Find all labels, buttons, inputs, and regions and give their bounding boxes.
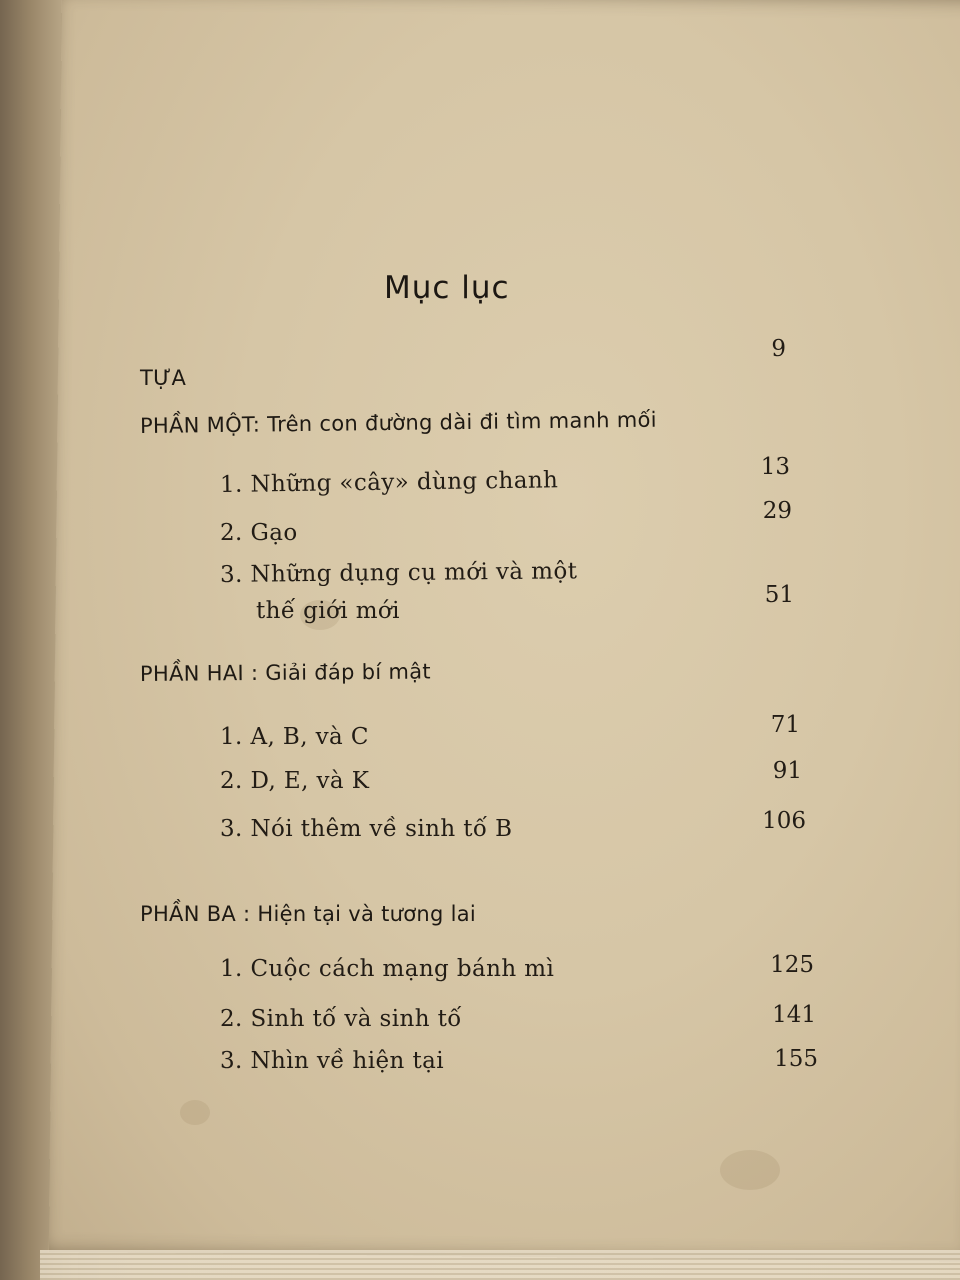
- chapter-page-number: 71: [770, 712, 800, 738]
- chapter-title: Những «cây» dùng chanh: [250, 467, 559, 498]
- chapter-number: 1.: [220, 956, 243, 982]
- chapter-page-number: 106: [762, 808, 806, 834]
- chapter-page-number: 13: [760, 454, 790, 480]
- chapter-entry: [220, 558, 578, 588]
- chapter-page-number: 29: [762, 498, 792, 524]
- chapter-page-number: 125: [770, 952, 814, 978]
- chapter-entry: [220, 520, 298, 546]
- chapter-title: Sinh tố và sinh tố: [250, 1006, 462, 1032]
- chapter-title: Những dụng cụ mới và một: [250, 558, 578, 588]
- chapter-number: 1.: [219, 471, 243, 498]
- part-three-heading: PHẦN BA : Hiện tại và tương lai: [140, 902, 477, 926]
- paper-stain: [720, 1150, 780, 1190]
- chapter-title: A, B, và C: [250, 724, 369, 750]
- chapter-title: D, E, và K: [250, 768, 370, 794]
- page-title: Mục lục: [384, 270, 510, 306]
- chapter-page-number: 141: [772, 1002, 816, 1028]
- chapter-title: Gạo: [250, 520, 298, 546]
- chapter-entry: [220, 1006, 462, 1032]
- book-page: [49, 0, 960, 1262]
- chapter-entry: [220, 724, 369, 750]
- preface-heading: TỰA: [140, 366, 187, 390]
- chapter-page-number: 51: [764, 582, 794, 608]
- preface-page-number: 9: [771, 336, 786, 362]
- chapter-page-number: 91: [772, 758, 802, 784]
- chapter-title-continued: thế giới mới: [256, 598, 400, 624]
- page-edges: [40, 1250, 960, 1280]
- chapter-entry: [220, 816, 512, 842]
- chapter-page-number: 155: [774, 1046, 818, 1072]
- chapter-entry: [220, 768, 369, 794]
- chapter-number: 1.: [220, 724, 243, 750]
- chapter-entry: [220, 467, 559, 498]
- chapter-number: 3.: [220, 1048, 243, 1074]
- chapter-number: 2.: [220, 768, 243, 794]
- chapter-title: Nói thêm về sinh tố B: [250, 816, 513, 842]
- paper-stain: [180, 1100, 210, 1125]
- part-one-heading: PHẦN MỘT: Trên con đường dài đi tìm manh mối: [139, 407, 657, 438]
- chapter-number: 3.: [219, 561, 243, 588]
- chapter-number: 3.: [220, 816, 243, 842]
- chapter-number: 2.: [220, 1006, 243, 1032]
- chapter-number: 2.: [220, 520, 243, 546]
- part-two-heading: PHẦN HAI : Giải đáp bí mật: [139, 659, 431, 686]
- chapter-title: Nhìn về hiện tại: [250, 1048, 444, 1074]
- chapter-entry: [220, 956, 554, 982]
- chapter-entry: [220, 1048, 444, 1074]
- chapter-title: Cuộc cách mạng bánh mì: [250, 956, 555, 982]
